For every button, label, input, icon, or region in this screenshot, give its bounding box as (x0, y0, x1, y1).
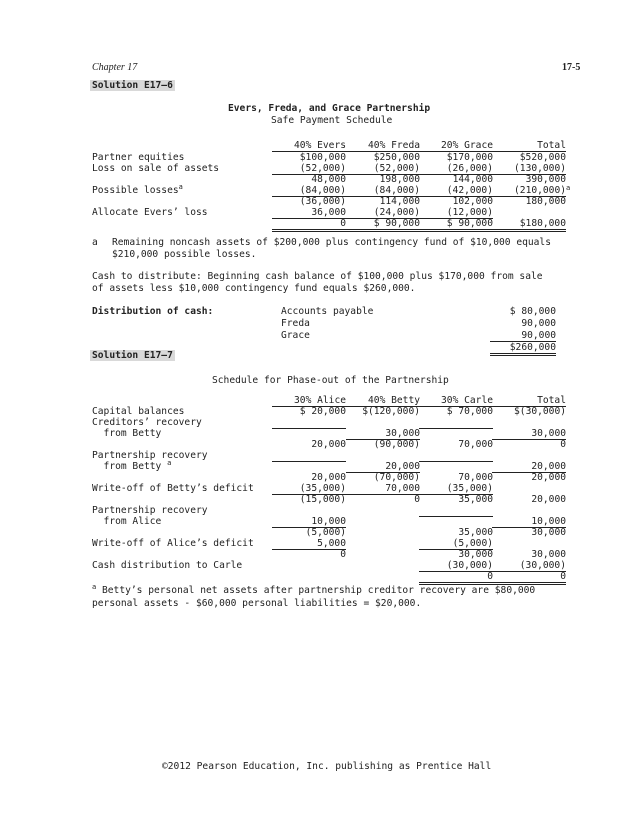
table-cell: 10,000 (492, 516, 566, 528)
column-header: 40% Freda (346, 140, 420, 152)
table-cell: $ 90,000 (419, 218, 493, 232)
distribution-item-value: $ 80,000 (509, 306, 556, 317)
sol7-footnote-line2: personal assets - $60,000 personal liabilities = $20,000. (92, 598, 422, 609)
row-label (92, 560, 242, 571)
distribution-item-label: Accounts payable (281, 306, 374, 317)
row-label (92, 406, 184, 417)
chapter-label: Chapter 17 (92, 62, 138, 73)
row-label (92, 207, 208, 218)
distribution-total: $260,000 (490, 342, 556, 356)
table-cell: 48,000 (311, 174, 346, 185)
table-cell: 0 (414, 494, 420, 505)
table-cell: 0 (272, 218, 346, 232)
table-cell: $520,000 (519, 152, 566, 163)
column-header: 30% Carle (419, 395, 493, 407)
row-label-text: Allocate Evers’ loss (92, 207, 208, 218)
table-cell: $(30,000) (514, 406, 566, 417)
row-label-text: Loss on sale of assets (92, 163, 220, 174)
table-cell: 0 (419, 571, 493, 585)
table-cell: $100,000 (299, 152, 346, 163)
row-label (92, 182, 183, 196)
row-label (92, 450, 208, 461)
copyright-footer: ©2012 Pearson Education, Inc. publishing as Prentice Hall (162, 761, 492, 772)
row-label-text: from Betty (92, 428, 162, 439)
table-cell: 20,000 (346, 461, 420, 473)
distribution-item-value: 90,000 (521, 318, 556, 329)
row-label-text: Partnership recovery (92, 505, 208, 516)
row-label (92, 483, 254, 494)
table-cell: $250,000 (373, 152, 420, 163)
table-cell: (42,000) (419, 185, 493, 197)
table-cell: 180,000 (525, 196, 566, 207)
column-header: 40% Evers (272, 140, 346, 152)
table-cell: 20,000 (492, 461, 566, 473)
column-header: Total (492, 140, 566, 152)
row-label (92, 428, 161, 439)
table-cell: 10,000 (272, 516, 346, 528)
table-cell (419, 516, 493, 517)
table-cell: $170,000 (446, 152, 493, 163)
table-cell (272, 461, 346, 462)
column-header: Total (492, 395, 566, 407)
row-label (92, 516, 161, 527)
table-cell: (90,000) (373, 439, 420, 450)
table-cell: 0 (492, 571, 566, 585)
table-cell: $180,000 (492, 218, 566, 232)
row-label (92, 417, 202, 428)
table-cell: 144,000 (452, 174, 493, 185)
footnote-ref: a (178, 182, 183, 191)
table-cell: 35,000 (458, 527, 493, 538)
sol7-footnote (92, 582, 536, 596)
row-label-text: Capital balances (92, 406, 185, 417)
table-cell: 20,000 (531, 494, 566, 505)
row-label (92, 538, 254, 549)
table-cell: 35,000 (458, 494, 493, 505)
table-cell: (70,000) (373, 472, 420, 483)
table-cell: 20,000 (311, 439, 346, 450)
table-cell (419, 461, 493, 462)
table-cell: 30,000 (346, 428, 420, 440)
table-cell: (36,000) (299, 196, 346, 207)
footnote-ref: a (167, 458, 172, 467)
row-label-text: Write-off of Betty’s deficit (92, 483, 254, 494)
row-label (92, 152, 184, 163)
table-cell: (52,000) (346, 163, 420, 175)
table-cell (419, 428, 493, 429)
table-cell: 20,000 (311, 472, 346, 483)
sol7-footnote-line1: Betty’s personal net assets after partnership creditor recovery are $80,000 (102, 585, 536, 596)
table-cell: 70,000 (346, 483, 420, 495)
table-cell: (24,000) (346, 207, 420, 219)
table-cell: 198,000 (379, 174, 420, 185)
page-number: 17-5 (562, 62, 581, 73)
row-label-text: Partnership recovery (92, 450, 208, 461)
sol7-footnote-mark: a (92, 582, 97, 591)
sol6-subtitle: Safe Payment Schedule (271, 115, 393, 126)
table-cell: (210,000) a (492, 185, 566, 197)
sol6-footnote-line1: Remaining noncash assets of $200,000 plus contingency fund of $10,000 equals (112, 237, 551, 248)
distribution-item-label: Grace (281, 330, 310, 341)
table-cell: 36,000 (272, 207, 346, 219)
column-header: 30% Alice (272, 395, 346, 407)
table-cell (272, 428, 346, 429)
sol7-title: Schedule for Phase-out of the Partnership (212, 375, 449, 386)
table-cell: 0 (560, 439, 566, 450)
table-cell: (30,000) (419, 560, 493, 572)
table-cell: 0 (340, 549, 346, 560)
table-cell: (84,000) (346, 185, 420, 197)
row-label-text: Partner equities (92, 152, 185, 163)
table-cell: 390,000 (525, 174, 566, 185)
table-cell: (5,000) (419, 538, 493, 550)
row-label (92, 458, 172, 472)
row-label-text: Write-off of Alice’s deficit (92, 538, 254, 549)
sol6-footnote-line2: $210,000 possible losses. (112, 249, 257, 260)
solution-e17-6-heading: Solution E17–6 (92, 80, 173, 91)
row-label-text: Creditors’ recovery (92, 417, 202, 428)
table-cell: $ 70,000 (446, 406, 493, 417)
table-cell: (15,000) (299, 494, 346, 505)
column-header: 40% Betty (346, 395, 420, 407)
table-cell: (130,000) (492, 163, 566, 175)
table-cell: (35,000) (419, 483, 493, 495)
table-cell: (35,000) (272, 483, 346, 495)
table-cell: 30,000 (458, 549, 493, 560)
table-cell: (12,000) (419, 207, 493, 219)
sol6-title: Evers, Freda, and Grace Partnership (228, 103, 431, 114)
row-label-text: from Betty (92, 461, 168, 472)
table-cell: 30,000 (531, 527, 566, 538)
table-cell: 5,000 (272, 538, 346, 550)
solution-e17-7-heading: Solution E17–7 (92, 350, 173, 361)
cash-to-distribute-line1: Cash to distribute: Beginning cash balance of $100,000 plus $170,000 from sale (92, 271, 543, 282)
table-cell: 30,000 (531, 549, 566, 560)
table-cell: (84,000) (272, 185, 346, 197)
row-label-text: Cash distribution to Carle (92, 560, 243, 571)
table-cell: 20,000 (531, 472, 566, 483)
sol6-footnote-mark: a (92, 237, 98, 248)
table-cell: 30,000 (492, 428, 566, 440)
row-label (92, 163, 219, 174)
table-cell: (26,000) (419, 163, 493, 175)
table-cell: 102,000 (452, 196, 493, 207)
table-cell: 114,000 (379, 196, 420, 207)
row-label (92, 505, 208, 516)
distribution-item-label: Freda (281, 318, 310, 329)
cash-to-distribute-line2: of assets less $10,000 contingency fund equals $260,000. (92, 283, 416, 294)
table-cell: (52,000) (272, 163, 346, 175)
table-cell: $(120,000) (362, 406, 420, 417)
table-cell: $ 20,000 (299, 406, 346, 417)
table-cell: 70,000 (458, 439, 493, 450)
row-label-text: from Alice (92, 516, 162, 527)
table-cell: (5,000) (305, 527, 346, 538)
column-header: 20% Grace (419, 140, 493, 152)
distribution-of-cash-label: Distribution of cash: (92, 306, 214, 317)
table-cell: (30,000) (492, 560, 566, 572)
table-cell: $ 90,000 (346, 218, 420, 232)
distribution-item-value: 90,000 (490, 330, 556, 342)
row-label-text: Possible losses (92, 185, 179, 196)
table-cell: 70,000 (458, 472, 493, 483)
